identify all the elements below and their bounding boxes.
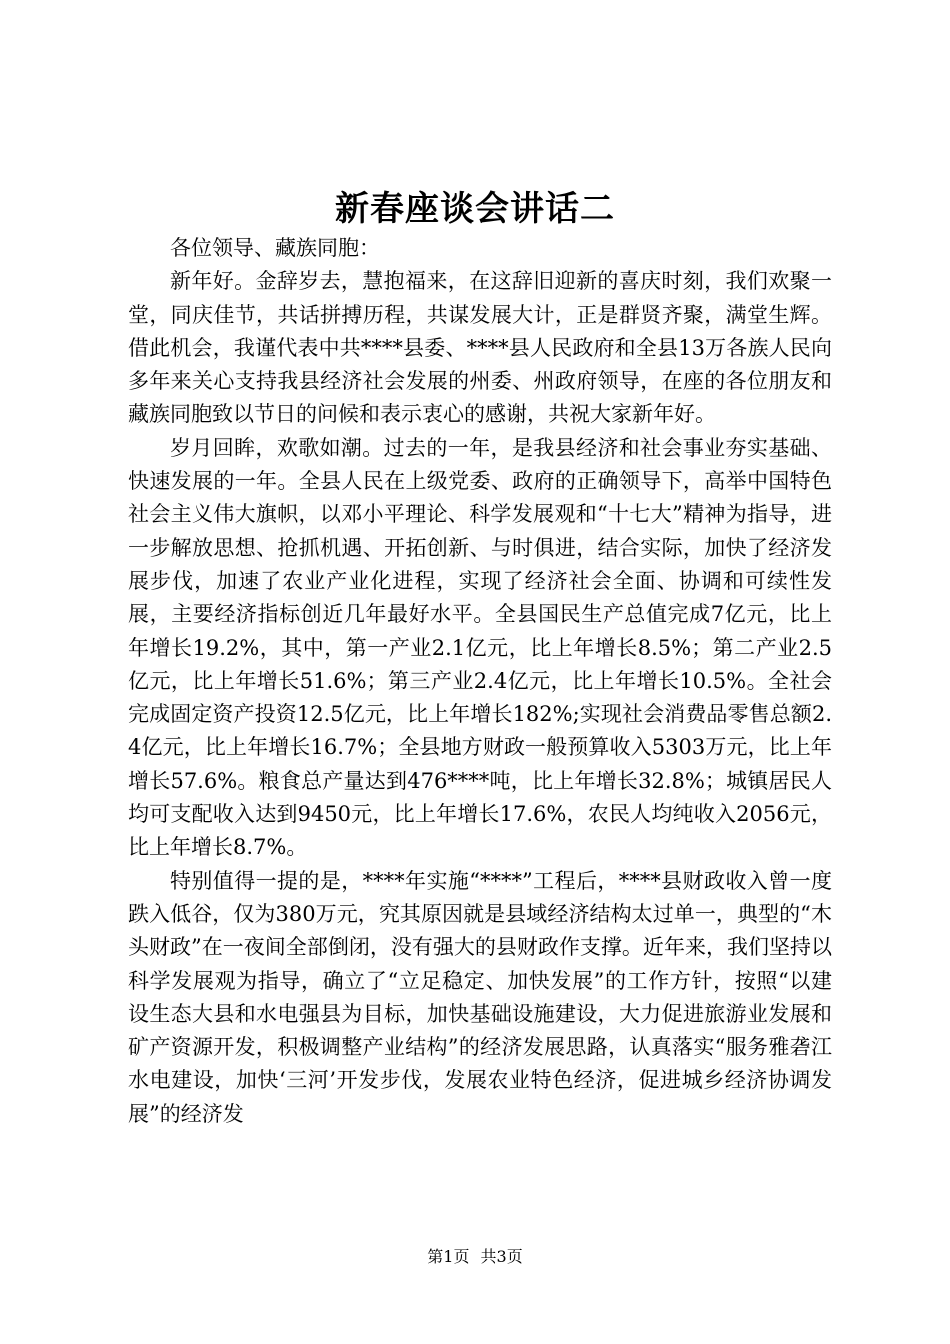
salutation: 各位领导、藏族同胞： [170, 236, 380, 260]
page-title: 新春座谈会讲话二 [335, 189, 615, 229]
paragraph-highlight: 特别值得一提的是，****年实施“****”工程后，****县财政收入曾一度跌入低谷，仅为380万元，究其原因就是县域经济结构太过单一，典型的“木头财政”在一夜间全部倒闭，没有强大的县财政作支撑。近年来，我们坚持以科学发展观为指导，确立了“立足稳定、加快发展”的工作方针，按照“以建设生态大县和水电强县为目标，加快基础设施建设，大力促进旅游业发展和矿产资源开发，积极调整产业结构”的经济发展思路，认真落实“服务雅砻江水电建设，加快‘三河’开发步伐，发展农业特色经济，促进城乡经济协调发展”的经济发 [128, 868, 832, 1126]
paragraph-greeting: 新年好。金辞岁去，慧抱福来，在这辞旧迎新的喜庆时刻，我们欢聚一堂，同庆佳节，共话拼搏历程，共谋发展大计，正是群贤齐聚，满堂生辉。借此机会，我谨代表中共****县委、****县人民政府和全县13万各族人民向多年来关心支持我县经济社会发展的州委、州政府领导，在座的各位朋友和藏族同胞致以节日的问候和表示衷心的感谢，共祝大家新年好。 [128, 269, 832, 427]
document-body [128, 232, 832, 1131]
page-footer [0, 1246, 950, 1268]
page-total: 共3页 [480, 1247, 523, 1266]
paragraph-review: 岁月回眸，欢歌如潮。过去的一年，是我县经济和社会事业夯实基础、快速发展的一年。全县人民在上级党委、政府的正确领导下，高举中国特色社会主义伟大旗帜，以邓小平理论、科学发展观和“十七大”精神为指导，进一步解放思想、抢抓机遇、开拓创新、与时俱进，结合实际，加快了经济发展步伐，加速了农业产业化进程，实现了经济社会全面、协调和可续性发展，主要经济指标创近几年最好水平。全县国民生产总值完成7亿元，比上年增长19.2%，其中，第一产业2.1亿元，比上年增长8.5%；第二产业2.5亿元，比上年增长51.6%；第三产业2.4亿元，比上年增长10.5%。全社会完成固定资产投资12.5亿元，比上年增长182%;实现社会消费品零售总额2.4亿元，比上年增长16.7%；全县地方财政一般预算收入5303万元，比上年增长57.6%。粮食总产量达到476****吨，比上年增长32.8%；城镇居民人均可支配收入达到9450元，比上年增长17.6%，农民人均纯收入2056元，比上年增长8.7%。 [128, 435, 832, 860]
page-number: 第1页 [427, 1247, 470, 1266]
